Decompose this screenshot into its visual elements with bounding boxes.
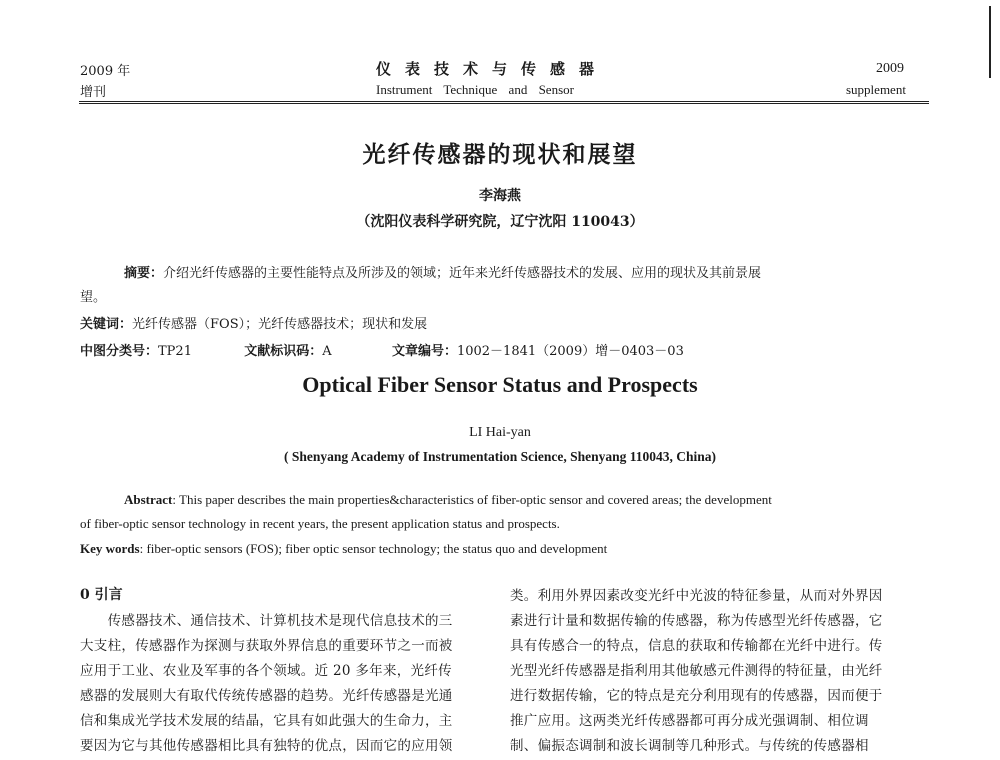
clc-value: TP21: [158, 344, 192, 359]
keywords-cn-label: 关键词：: [80, 317, 133, 332]
author-en: LI Hai-yan: [469, 425, 531, 440]
abstract-cn-text1: 介绍光纤传感器的主要性能特点及所涉及的领域；近年来光纤传感器技术的发展、应用的现状及其前景展: [163, 266, 762, 281]
abstract-cn-label: 摘要：: [124, 266, 164, 281]
header-year-left: 2009 年: [80, 64, 131, 79]
page-title-cn: 光纤传感器的现状和展望: [362, 141, 638, 168]
keywords-en-text: : fiber-optic sensors (FOS); fiber optic sensor technology; the status quo and development: [139, 541, 608, 556]
abstract-cn-line2: 望。: [80, 290, 107, 305]
classification-line: [80, 340, 684, 359]
header-issue-left: 增刊: [80, 85, 107, 100]
header-journal-cn: 仪表技术与传感器: [376, 60, 609, 78]
body-left-line: 大支柱，传感器作为探测与获取外界信息的重要环节之一而被: [80, 638, 453, 654]
article-no-value: 1002－1841（2009）增－0403－03: [456, 344, 684, 359]
body-left-line: 要因为它与其他传感器相比具有独特的优点，因而它的应用领: [80, 738, 453, 754]
abstract-en-line1: [124, 492, 772, 508]
page-title-en: Optical Fiber Sensor Status and Prospects: [302, 372, 698, 397]
keywords-en-label: Key words: [80, 541, 140, 556]
article-no-label: 文章编号：: [391, 344, 457, 359]
header-journal-en: Instrument Technique and Sensor: [376, 82, 574, 97]
section-heading-introduction: 0 引言: [80, 587, 123, 603]
author-cn: 李海燕: [479, 188, 521, 204]
header-rule-second: [79, 103, 929, 104]
body-right-line: 类。利用外界因素改变光纤中光波的特征参量，从而对外界因: [510, 588, 883, 604]
body-right-line: 光型光纤传感器是指利用其他敏感元件测得的特征量，由光纤: [510, 663, 883, 679]
keywords-cn-text: 光纤传感器（FOS）；光纤传感器技术；现状和发展: [132, 317, 428, 332]
body-left-line: 应用于工业、农业及军事的各个领域。近 20 多年来，光纤传: [80, 663, 452, 679]
abstract-en-label: Abstract: [124, 492, 173, 507]
abstract-cn-line1: [124, 262, 761, 281]
body-right-line: 制、偏振态调制和波长调制等几种形式。与传统的传感器相: [510, 738, 869, 754]
doc-code-label: 文献标识码：: [244, 344, 323, 359]
header-issue-right: supplement: [846, 82, 906, 97]
affiliation-en: ( Shenyang Academy of Instrumentation Science, Shenyang 110043, China): [283, 449, 717, 464]
body-right-line: 具有传感合一的特点，信息的获取和传输都在光纤中进行。传: [510, 638, 883, 654]
abstract-en-line2: of fiber-optic sensor technology in recent years, the present application status and prospects.: [80, 516, 560, 531]
body-right-line: 推广应用。这两类光纤传感器都可再分成光强调制、相位调: [510, 713, 869, 729]
keywords-en: [80, 541, 607, 557]
body-left-line: 信和集成光学技术发展的结晶，它具有如此强大的生命力，主: [80, 713, 453, 729]
abstract-en-text1: : This paper describes the main properties&characteristics of fiber-optic sensor and covered areas; the development: [172, 492, 772, 507]
scan-edge-bar: [989, 6, 991, 78]
body-right-line: 进行数据传输，它的特点是充分利用现有的传感器，因而便于: [510, 688, 883, 704]
doc-code-value: A: [322, 344, 332, 359]
body-left-line: 传感器技术、通信技术、计算机技术是现代信息技术的三: [80, 613, 453, 629]
body-left-line: 感器的发展则大有取代传统传感器的趋势。光纤传感器是光通: [80, 688, 453, 704]
affiliation-cn: （沈阳仪表科学研究院，辽宁沈阳 110043）: [356, 214, 644, 230]
header-year-right: 2009: [876, 61, 904, 76]
header-rule: [79, 101, 929, 102]
keywords-cn: [80, 313, 427, 332]
body-right-line: 素进行计量和数据传输的传感器，称为传感型光纤传感器，它: [510, 613, 883, 629]
clc-label: 中图分类号：: [80, 344, 159, 359]
